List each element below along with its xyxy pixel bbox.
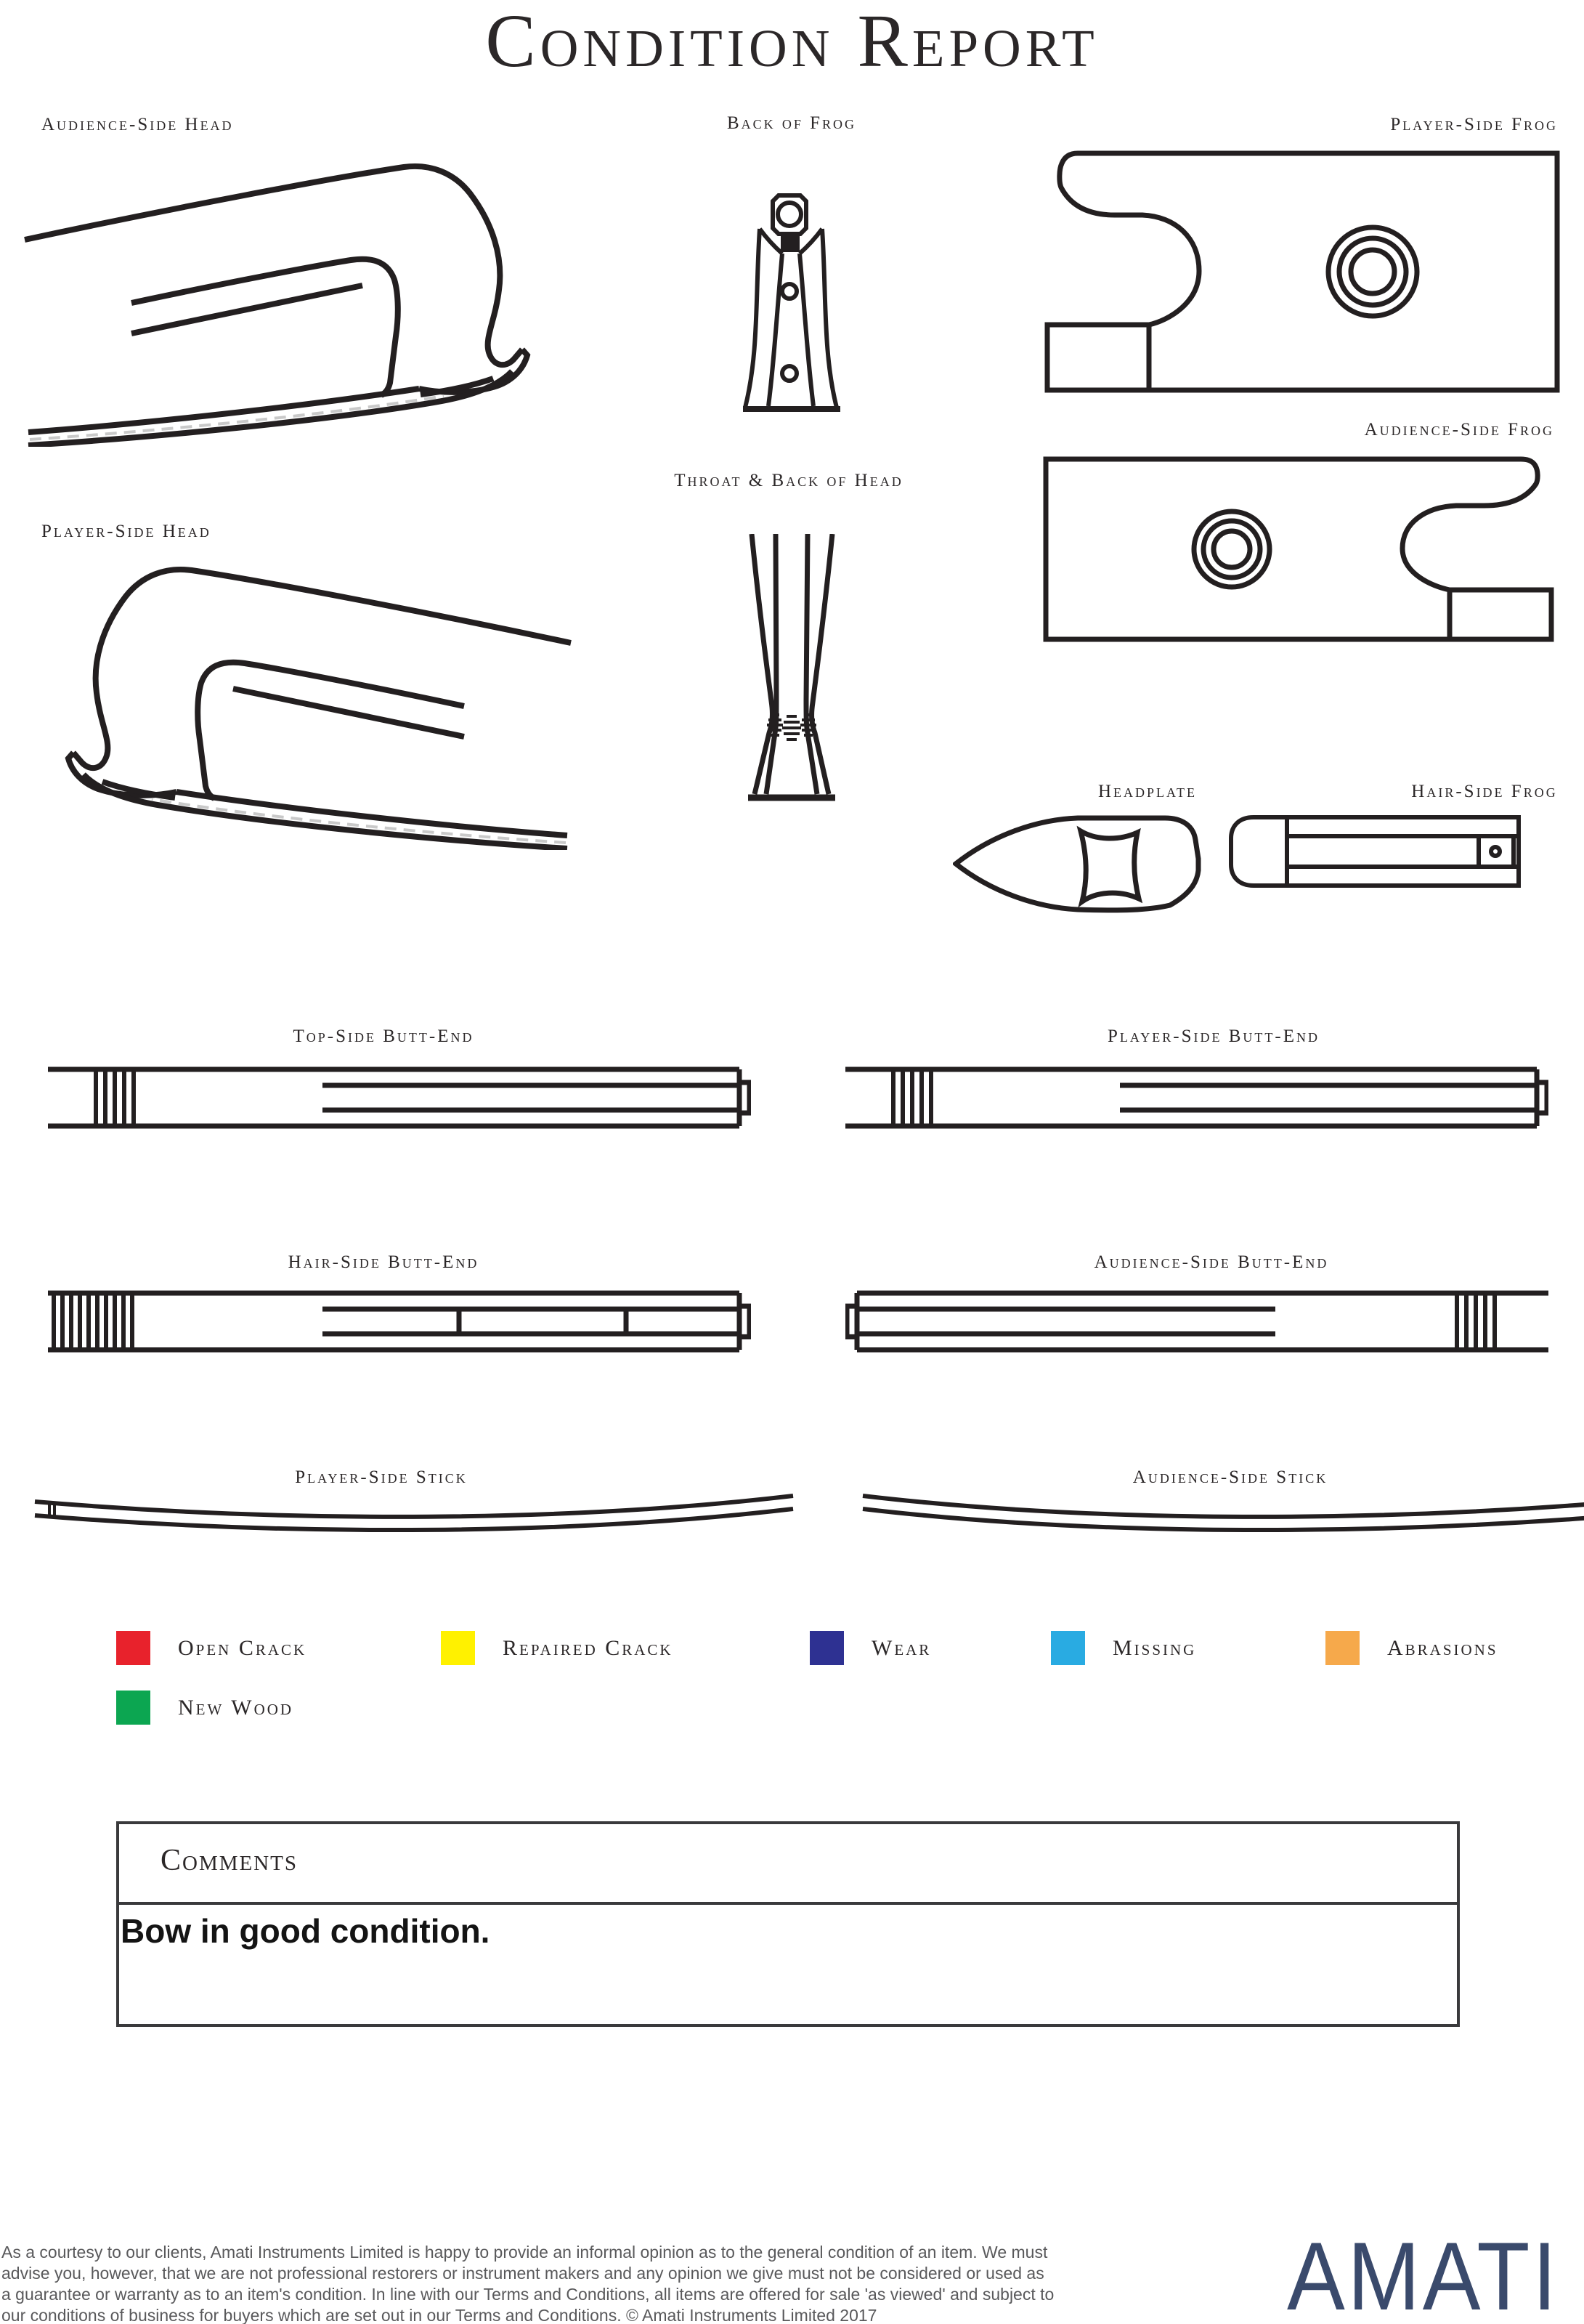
label-player-side-frog: Player-Side Frog [1390,115,1558,134]
legend-item-open-crack [116,1631,306,1665]
player-side-frog-diagram [1044,150,1560,393]
legend-item-new-wood [116,1691,293,1725]
disclaimer-line: advise you, however, that we are not professional restorers or instrument makers and any opinion we give must not be considered or used as [1,2264,1044,2283]
wear-swatch-icon [810,1631,844,1665]
legend-item-missing [1051,1631,1196,1665]
missing-swatch-icon [1051,1631,1085,1665]
abrasions-swatch-icon [1325,1631,1360,1665]
comments-text: Bow in good condition. [121,1912,490,1950]
hair-side-butt-end-diagram [48,1289,751,1354]
repaired-crack-swatch-icon [441,1631,475,1665]
legend-label: Repaired Crack [503,1635,673,1660]
throat-back-of-head-diagram [747,534,837,803]
legend-label: Wear [872,1635,932,1660]
player-side-head-diagram [22,548,574,850]
top-side-butt-end-diagram [48,1065,751,1130]
new-wood-swatch-icon [116,1691,150,1725]
disclaimer-line: our conditions of business for buyers which are set out in our Terms and Conditions. © Amati Instruments Limited 2017 [1,2306,877,2324]
audience-side-frog-diagram [1043,456,1554,642]
legend-label: Open Crack [178,1635,307,1660]
label-player-side-stick: Player-Side Stick [295,1467,468,1487]
label-player-side-butt-end: Player-Side Butt-End [1108,1027,1320,1046]
label-headplate: Headplate [1097,782,1198,801]
page-title: Condition Report [485,0,1099,83]
legend-label: Missing [1113,1635,1197,1660]
headplate-diagram [953,811,1203,917]
label-audience-side-head: Audience-Side Head [41,115,234,134]
back-of-frog-diagram [741,193,842,413]
player-side-stick-diagram [33,1491,795,1539]
label-player-side-head: Player-Side Head [41,522,211,541]
legend-label: New Wood [178,1695,294,1720]
disclaimer-line: As a courtesy to our clients, Amati Instruments Limited is happy to provide an informal opinion as to the general condition of an item. We must [1,2243,1048,2262]
footer-disclaimer [1,2242,1054,2324]
legend-item-wear [810,1631,931,1665]
label-throat-back-of-head: Throat & Back of Head [674,471,903,490]
comments-divider [119,1902,1457,1905]
label-hair-side-frog: Hair-Side Frog [1411,782,1558,801]
comments-box [116,1821,1460,2027]
audience-side-butt-end-diagram [845,1289,1548,1354]
label-audience-side-frog: Audience-Side Frog [1364,420,1554,440]
audience-side-head-diagram [22,145,574,447]
amati-logo: AMATI [1287,2223,1559,2324]
open-crack-swatch-icon [116,1631,150,1665]
legend-label: Abrasions [1387,1635,1498,1660]
player-side-butt-end-diagram [845,1065,1548,1130]
disclaimer-line: a guarantee or warranty as to an item's condition. In line with our Terms and Conditions, all items are offered for sale 'as viewed' and subject to [1,2285,1055,2304]
label-audience-side-butt-end: Audience-Side Butt-End [1094,1252,1329,1272]
audience-side-stick-diagram [861,1491,1584,1539]
hair-side-frog-diagram [1227,815,1521,888]
label-top-side-butt-end: Top-Side Butt-End [293,1027,474,1046]
label-audience-side-stick: Audience-Side Stick [1132,1467,1328,1487]
label-hair-side-butt-end: Hair-Side Butt-End [288,1252,479,1272]
legend-item-repaired-crack [441,1631,673,1665]
comments-title: Comments [161,1844,298,1877]
label-back-of-frog: Back of Frog [726,113,857,133]
legend-item-abrasions [1325,1631,1498,1665]
